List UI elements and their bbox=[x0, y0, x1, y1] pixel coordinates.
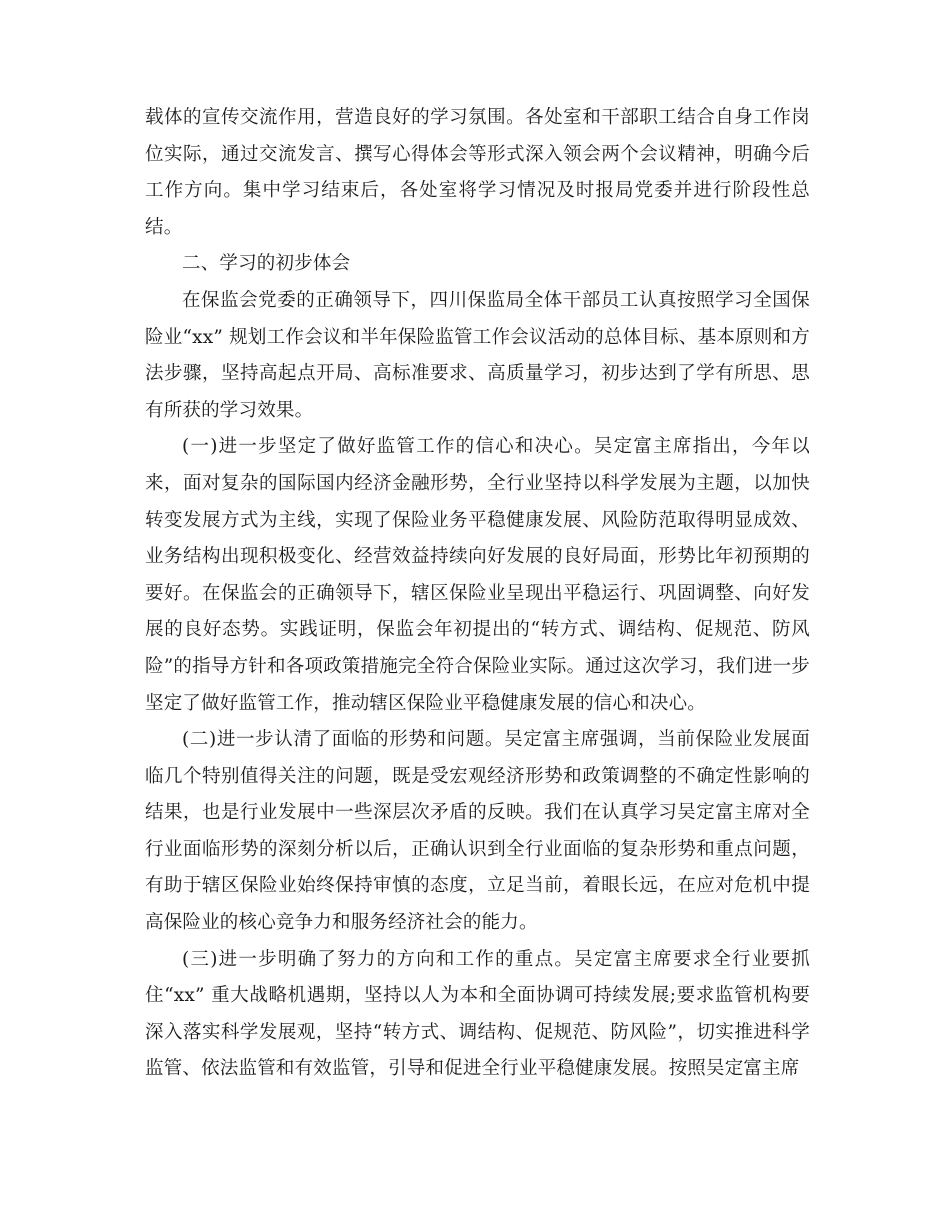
paragraph-continuation: 载体的宣传交流作用，营造良好的学习氛围。各处室和干部职工结合自身工作岗位实际，通过交流发言、撰写心得体会等形式深入领会两个会议精神，明确今后工作方向。集中学习结束后，各处室将学习情况及时报局党委并进行阶段性总结。 bbox=[145, 107, 810, 238]
paragraph-point-3: (三)进一步明确了努力的方向和工作的重点。吴定富主席要求全行业要抓住“xx” 重大战略机遇期，坚持以人为本和全面协调可持续发展;要求监管机构要深入落实科学发展观，坚持“转方式、调结构、促规范、防风险”，切实推进科学监管、依法监管和有效监管，引导和促进全行业平稳健康发展。按照吴定富主席 bbox=[145, 948, 810, 1080]
paragraph-intro: 在保监会党委的正确领导下，四川保监局全体干部员工认真按照学习全国保险业“xx” 规划工作会议和半年保险监管工作会议活动的总体目标、基本原则和方法步骤，坚持高起点开局、高标准要求、高质量学习，初步达到了学有所思、思有所获的学习效果。 bbox=[145, 289, 810, 421]
document-body bbox=[145, 100, 810, 1088]
paragraph-point-2: (二)进一步认清了面临的形势和问题。吴定富主席强调，当前保险业发展面临几个特别值得关注的问题，既是受宏观经济形势和政策调整的不确定性影响的结果，也是行业发展中一些深层次矛盾的反映。我们在认真学习吴定富主席对全行业面临形势的深刻分析以后，正确认识到全行业面临的复杂形势和重点问题，有助于辖区保险业始终保持审慎的态度，立足当前，着眼长远，在应对危机中提高保险业的核心竞争力和服务经济社会的能力。 bbox=[145, 729, 810, 934]
paragraph-point-1: (一)进一步坚定了做好监管工作的信心和决心。吴定富主席指出，今年以来，面对复杂的国际国内经济金融形势，全行业坚持以科学发展为主题，以加快转变发展方式为主线，实现了保险业务平稳健康发展、风险防范取得明显成效、业务结构出现积极变化、经营效益持续向好发展的良好局面，形势比年初预期的要好。在保监会的正确领导下，辖区保险业呈现出平稳运行、巩固调整、向好发展的良好态势。实践证明，保监会年初提出的“转方式、调结构、促规范、防风险”的指导方针和各项政策措施完全符合保险业实际。通过这次学习，我们进一步坚定了做好监管工作，推动辖区保险业平稳健康发展的信心和决心。 bbox=[145, 436, 810, 714]
section-heading: 二、学习的初步体会 bbox=[182, 253, 351, 275]
